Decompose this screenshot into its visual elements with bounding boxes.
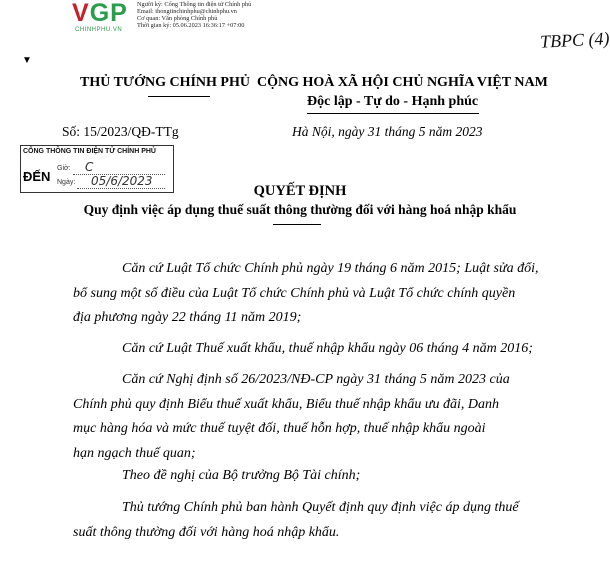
place-date: Hà Nội, ngày 31 tháng 5 năm 2023 [292,124,483,139]
paragraph-legal-basis-3 [73,368,545,466]
text-line: hạn ngạch thuế quan; [73,445,196,461]
text-line: Căn cứ Luật Tổ chức Chính phủ ngày 19 tháng 6 năm 2015; Luật sửa đổi, [122,261,539,276]
signature-email: Email: thongtinchinhphu@chinhphu.vn [137,8,237,15]
vgp-logo: VGP [72,0,128,27]
stamp-date-value: 05/6/2023 [91,174,153,188]
text-line: Thủ tướng Chính phủ ban hành Quyết định quy định việc áp dụng thuế [122,500,519,515]
text-line: Căn cứ Nghị định số 26/2023/NĐ-CP ngày 31 tháng 5 năm 2023 của [122,372,510,387]
stamp-date-label: Ngày: [57,179,76,186]
title-underline [273,224,321,225]
national-motto: Độc lập - Tự do - Hạnh phúc [307,94,479,109]
signature-agency: Cơ quan: Văn phòng Chính phủ [137,15,218,22]
document-subtitle: Quy định việc áp dụng thuế suất thông thường đối với hàng hoá nhập khẩu [83,202,517,217]
paragraph-promulgation [73,496,545,545]
handwritten-mark: TBPC (4) [539,28,610,52]
stamp-den-label: ĐẾN [23,169,51,184]
text-line: bổ sung một số điều của Luật Tổ chức Chính phủ và Luật Tổ chức chính quyền [73,285,516,301]
agency-underline [148,96,210,97]
text-line: mục hàng hóa và mức thuế tuyệt đối, thuế hỗn hợp, thuế nhập khẩu ngoài [73,421,486,436]
text-line: Chính phủ quy định Biểu thuế xuất khẩu, Biểu thuế nhập khẩu ưu đãi, Danh [73,396,500,412]
stamp-time-label: Giờ: [57,165,71,172]
signature-time: Thời gian ký: 05.06.2023 16:36:17 +07:00 [137,22,245,29]
motto-underline [307,113,479,114]
document-number: Số: 15/2023/QĐ-TTg [62,124,179,139]
text-line: địa phương ngày 22 tháng 11 năm 2019; [73,310,302,325]
nation-name: CỘNG HOÀ XÃ HỘI CHỦ NGHĨA VIỆT NAM [257,75,548,90]
text-line: Theo đề nghị của Bộ trưởng Bộ Tài chính; [122,468,361,483]
stamp-org: CỔNG THÔNG TIN ĐIỆN TỬ CHÍNH PHỦ [23,148,156,155]
logo-subtitle: CHINHPHU.VN [75,27,123,33]
paragraph-proposal [73,464,545,489]
signature-signer: Người ký: Cổng Thông tin điện tử Chính phủ [137,1,252,8]
paragraph-legal-basis-1 [73,257,545,331]
paragraph-legal-basis-2 [73,337,545,362]
pen-mark-icon: ▼ [22,55,32,66]
stamp-time-value: C [85,160,94,174]
document-title: QUYẾT ĐỊNH [253,183,347,199]
text-line: Căn cứ Luật Thuế xuất khẩu, thuế nhập khẩu ngày 06 tháng 4 năm 2016; [122,341,533,356]
agency-name: THỦ TƯỚNG CHÍNH PHỦ [80,75,250,90]
text-line: suất thông thường đối với hàng hoá nhập khẩu. [73,524,340,540]
